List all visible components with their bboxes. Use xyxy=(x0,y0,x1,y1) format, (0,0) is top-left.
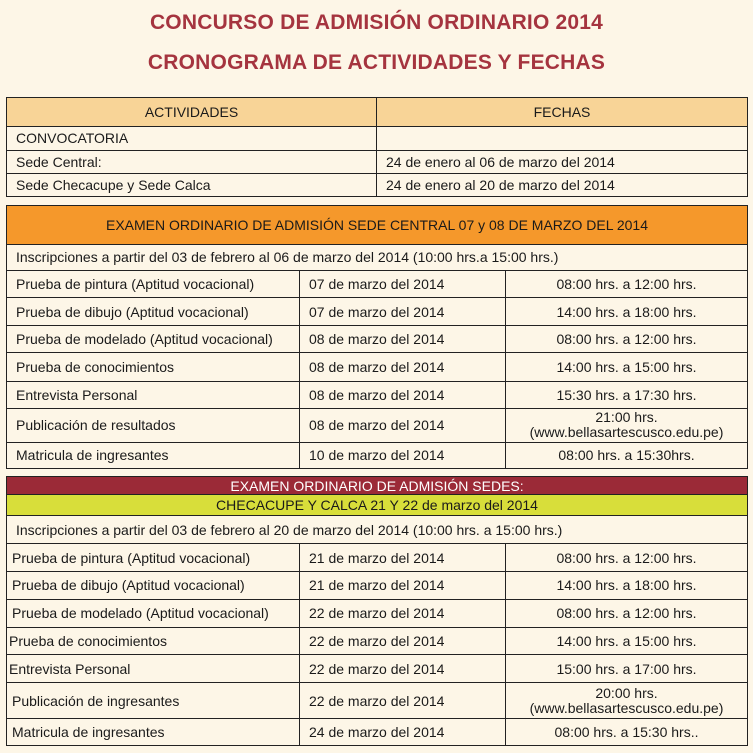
actividad-cell: Entrevista Personal xyxy=(7,655,300,683)
table-row xyxy=(7,442,748,468)
fecha-cell: 24 de enero al 06 de marzo del 2014 xyxy=(377,150,748,173)
table-row xyxy=(7,298,748,325)
actividad-cell: CONVOCATORIA xyxy=(7,127,377,150)
table-row xyxy=(7,683,748,718)
actividad-cell: Sede Checacupe y Sede Calca xyxy=(7,173,377,196)
actividad-cell: Prueba de modelado (Aptitud vocacional) xyxy=(7,599,300,627)
fecha-cell: 21 de marzo del 2014 xyxy=(300,571,506,599)
sede-central-table xyxy=(6,205,748,469)
hora-cell: 14:00 hrs. a 18:00 hrs. xyxy=(506,298,748,325)
table-row xyxy=(7,270,748,297)
hora-cell: 08:00 hrs. a 12:00 hrs. xyxy=(506,544,748,571)
fecha-cell: 22 de marzo del 2014 xyxy=(300,683,506,718)
actividad-cell: Sede Central: xyxy=(7,150,377,173)
hora-cell xyxy=(506,683,748,718)
fecha-cell: 21 de marzo del 2014 xyxy=(300,544,506,571)
hora-cell: 08:00 hrs. a 12:00 hrs. xyxy=(506,325,748,352)
fecha-cell: 08 de marzo del 2014 xyxy=(300,353,506,381)
actividad-cell: Prueba de modelado (Aptitud vocacional) xyxy=(7,325,300,352)
convocatoria-table xyxy=(6,97,748,197)
inscripciones-text: Inscripciones a partir del 03 de febrero al 06 de marzo del 2014 (10:00 hrs.a 15:00 hrs.) xyxy=(7,244,748,270)
fecha-cell: 22 de marzo del 2014 xyxy=(300,599,506,627)
table-header-row xyxy=(7,98,748,127)
hora-text: 20:00 hrs. xyxy=(595,684,658,701)
table-row xyxy=(7,409,748,443)
section-heading-row xyxy=(7,477,748,495)
table-row xyxy=(7,173,748,196)
inscripciones-row xyxy=(7,244,748,270)
fecha-cell: 07 de marzo del 2014 xyxy=(300,298,506,325)
fecha-cell: 22 de marzo del 2014 xyxy=(300,655,506,683)
table-row xyxy=(7,150,748,173)
inscripciones-row xyxy=(7,516,748,544)
actividad-cell: Prueba de pintura (Aptitud vocacional) xyxy=(7,270,300,297)
actividad-cell: Prueba de dibujo (Aptitud vocacional) xyxy=(7,571,300,599)
hora-cell: 15:30 hrs. a 17:30 hrs. xyxy=(506,381,748,408)
hora-cell: 14:00 hrs. a 18:00 hrs. xyxy=(506,571,748,599)
section-subheading-row xyxy=(7,495,748,516)
fecha-cell: 08 de marzo del 2014 xyxy=(300,325,506,352)
header-fechas: FECHAS xyxy=(377,98,748,127)
fecha-cell: 07 de marzo del 2014 xyxy=(300,270,506,297)
fecha-cell: 24 de enero al 20 de marzo del 2014 xyxy=(377,173,748,196)
table-row xyxy=(7,628,748,655)
actividad-cell: Entrevista Personal xyxy=(7,381,300,408)
table-row xyxy=(7,353,748,381)
document-title: CONCURSO DE ADMISIÓN ORDINARIO 2014 xyxy=(149,11,604,34)
table-row xyxy=(7,718,748,745)
document-subtitle: CRONOGRAMA DE ACTIVIDADES Y FECHAS xyxy=(147,51,606,74)
fecha-cell: 24 de marzo del 2014 xyxy=(300,718,506,745)
table-row xyxy=(7,381,748,408)
actividad-cell: Matricula de ingresantes xyxy=(7,718,300,745)
fecha-cell: 08 de marzo del 2014 xyxy=(300,381,506,408)
actividad-cell: Publicación de resultados xyxy=(7,409,300,443)
section-heading: EXAMEN ORDINARIO DE ADMISIÓN SEDE CENTRAL 07 y 08 DE MARZO DEL 2014 xyxy=(7,206,748,245)
hora-cell: 08:00 hrs. a 15:30 hrs.. xyxy=(506,718,748,745)
table-row xyxy=(7,655,748,683)
hora-cell: 08:00 hrs. a 12:00 hrs. xyxy=(506,599,748,627)
actividad-cell: Publicación de ingresantes xyxy=(7,683,300,718)
table-row xyxy=(7,571,748,599)
hora-cell: 08:00 hrs. a 15:30hrs. xyxy=(506,442,748,468)
actividad-cell: Prueba de conocimientos xyxy=(7,353,300,381)
table-row xyxy=(7,544,748,571)
header-actividades: ACTIVIDADES xyxy=(7,98,377,127)
hora-cell: 14:00 hrs. a 15:00 hrs. xyxy=(506,353,748,381)
actividad-cell: Prueba de pintura (Aptitud vocacional) xyxy=(7,544,300,571)
website-text: (www.bellasartescusco.edu.pe) xyxy=(529,699,724,716)
hora-cell: 14:00 hrs. a 15:00 hrs. xyxy=(506,628,748,655)
website-text: (www.bellasartescusco.edu.pe) xyxy=(529,424,724,441)
fecha-cell: 08 de marzo del 2014 xyxy=(300,409,506,443)
table-row xyxy=(7,127,748,150)
hora-cell xyxy=(506,409,748,443)
hora-text: 21:00 hrs. xyxy=(595,409,658,426)
inscripciones-text: Inscripciones a partir del 03 de febrero al 20 de marzo del 2014 (10:00 hrs. a 15:00 hrs.) xyxy=(7,516,748,544)
actividad-cell: Matricula de ingresantes xyxy=(7,442,300,468)
section-heading: EXAMEN ORDINARIO DE ADMISIÓN SEDES: xyxy=(7,477,748,495)
table-row xyxy=(7,599,748,627)
section-heading-row xyxy=(7,206,748,245)
actividad-cell: Prueba de conocimientos xyxy=(7,628,300,655)
section-subheading: CHECACUPE Y CALCA 21 Y 22 de marzo del 2014 xyxy=(7,495,748,516)
sedes-table xyxy=(6,476,748,746)
fecha-cell: 10 de marzo del 2014 xyxy=(300,442,506,468)
fecha-cell xyxy=(377,127,748,150)
actividad-cell: Prueba de dibujo (Aptitud vocacional) xyxy=(7,298,300,325)
table-row xyxy=(7,325,748,352)
fecha-cell: 22 de marzo del 2014 xyxy=(300,628,506,655)
hora-cell: 08:00 hrs. a 12:00 hrs. xyxy=(506,270,748,297)
hora-cell: 15:00 hrs. a 17:00 hrs. xyxy=(506,655,748,683)
